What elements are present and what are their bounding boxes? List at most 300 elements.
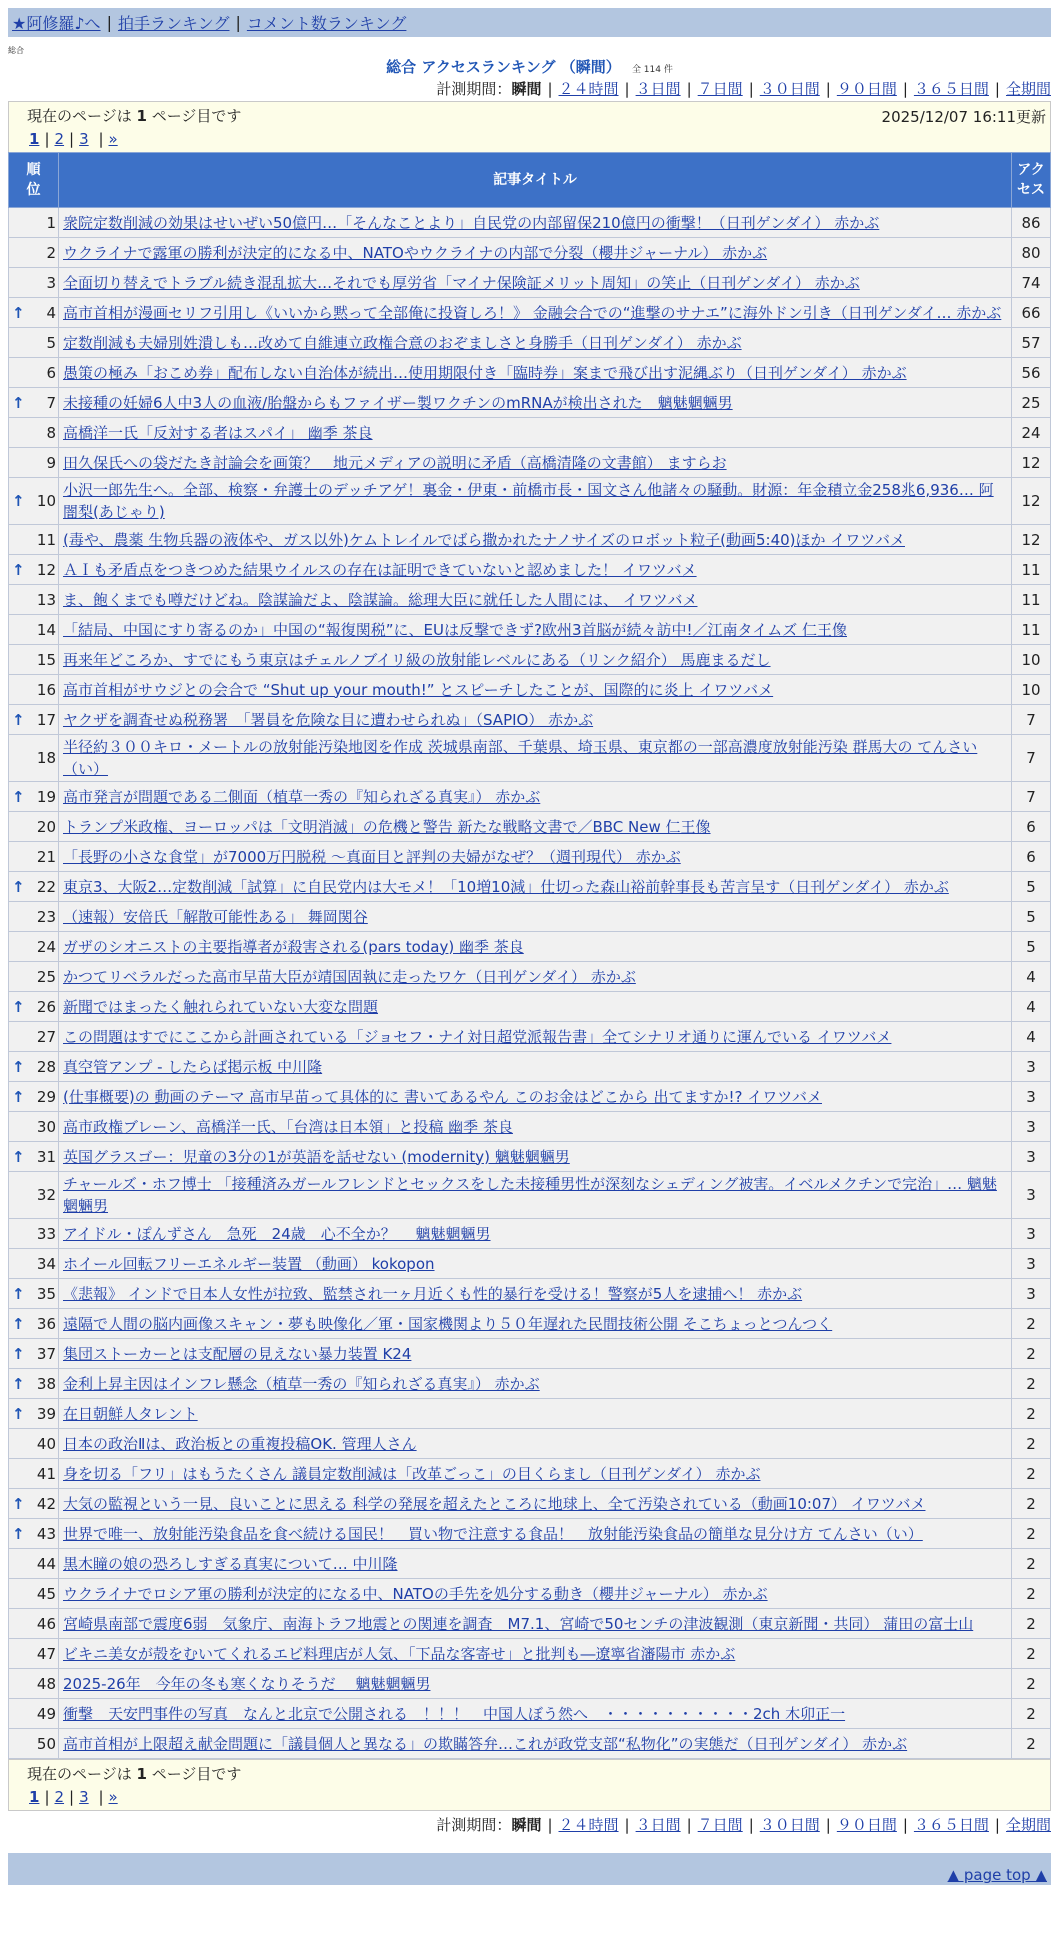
- rank-cell: [9, 1219, 59, 1249]
- comment-ranking-link[interactable]: コメント数ランキング: [246, 14, 407, 33]
- rank-number: 50: [36, 1734, 56, 1753]
- nav-separator: |: [235, 13, 241, 32]
- title-cell: [59, 1459, 1012, 1489]
- access-count: 7: [1012, 705, 1051, 735]
- rank-number: 27: [36, 1027, 56, 1046]
- title-cell: [59, 1219, 1012, 1249]
- rank-cell: [9, 1339, 59, 1369]
- title-cell: [59, 1489, 1012, 1519]
- rank-cell: [9, 1369, 59, 1399]
- title-cell: [59, 238, 1012, 268]
- article-link[interactable]: 日本の政治Ⅱは、政治板との重複投稿OK. 管理人さん: [63, 1434, 417, 1453]
- rank-number: 4: [46, 303, 56, 322]
- page-link-2[interactable]: 2: [54, 130, 65, 148]
- article-link[interactable]: 高市首相が上限超え献金問題に「議員個人と異なる」の欺瞞答弁…これが政党支部“私物化”の実態だ（日刊ゲンダイ） 赤かぶ: [63, 1734, 908, 1753]
- rank-number: 46: [36, 1614, 56, 1633]
- table-row: [9, 525, 1051, 555]
- article-link[interactable]: 半径約３００キロ・メートルの放射能汚染地図を作成 茨城県南部、千葉県、埼玉県、東京都の一部高濃度放射能汚染 群馬大の てんさい（い）: [63, 738, 978, 778]
- title-cell: [59, 1249, 1012, 1279]
- table-row: [9, 388, 1051, 418]
- title-cell: [59, 1369, 1012, 1399]
- rank-cell: [9, 358, 59, 388]
- title-cell: [59, 1309, 1012, 1339]
- rank-cell: [9, 1579, 59, 1609]
- up-arrow-icon: ↑: [12, 1344, 25, 1363]
- period-separator: |: [624, 1816, 630, 1834]
- access-count: 2: [1012, 1459, 1051, 1489]
- page-separator: |: [44, 130, 50, 148]
- table-row: [9, 358, 1051, 388]
- table-row: [9, 1249, 1051, 1279]
- table-row: [9, 782, 1051, 812]
- rank-number: 17: [36, 710, 56, 729]
- rank-cell: [9, 1489, 59, 1519]
- article-link[interactable]: 全面切り替えでトラブル続き混乱拡大…それでも厚労省「マイナ保険証メリット周知」の笑止（日刊ゲンダイ） 赤かぶ: [63, 273, 860, 292]
- table-row: [9, 1609, 1051, 1639]
- title-cell: [59, 812, 1012, 842]
- article-link[interactable]: 《悲報》 インドで日本人女性が拉致、監禁され一ヶ月近くも性的暴行を受ける！警察が5人を逮捕へ！ 赤かぶ: [63, 1284, 803, 1303]
- title-cell: [59, 735, 1012, 782]
- article-link[interactable]: 2025-26年 今年の冬も寒くなりそうだ 魑魅魍魎男: [63, 1674, 431, 1693]
- access-count: 11: [1012, 585, 1051, 615]
- up-arrow-icon: ↑: [12, 492, 25, 510]
- period-link[interactable]: ３０日間: [759, 80, 820, 98]
- title-cell: [59, 962, 1012, 992]
- table-row: [9, 1052, 1051, 1082]
- rank-number: 9: [46, 453, 56, 472]
- title-cell: [59, 358, 1012, 388]
- period-separator: |: [748, 1816, 754, 1834]
- title-cell: [59, 1339, 1012, 1369]
- period-separator: |: [686, 1816, 692, 1834]
- article-link[interactable]: 再来年どころか、すでにもう東京はチェルノブイリ級の放射能レベルにある（リンク紹介） 馬鹿まるだし: [63, 650, 771, 669]
- up-arrow-icon: ↑: [12, 1087, 25, 1106]
- period-separator: |: [686, 80, 692, 98]
- article-link[interactable]: ヤクザを調査せぬ税務署 「署員を危険な目に遭わせられぬ」（SAPIO） 赤かぶ: [63, 710, 594, 729]
- rank-number: 8: [46, 423, 56, 442]
- rank-number: 19: [36, 787, 56, 806]
- article-link[interactable]: 高市首相が漫画セリフ引用し《いいから黙って全部俺に投資しろ！》 金融会合での“進撃のサナエ”に海外ドン引き（日刊ゲンダイ… 赤かぶ: [63, 303, 1002, 322]
- title-cell: [59, 1022, 1012, 1052]
- rank-cell: [9, 735, 59, 782]
- access-count: 74: [1012, 268, 1051, 298]
- rank-number: 40: [36, 1434, 56, 1453]
- title-cell: [59, 1399, 1012, 1429]
- access-count: 2: [1012, 1309, 1051, 1339]
- access-count: 2: [1012, 1549, 1051, 1579]
- article-link[interactable]: 遠隔で人間の脳内画像スキャン・夢も映像化／軍・国家機関より５０年遅れた民間技術公開 そこちょっとつんつく: [63, 1314, 833, 1333]
- article-link[interactable]: この問題はすでにここから計画されている「ジョセフ・ナイ対日超党派報告書」全てシナリオ通りに運んでいる イワツバメ: [63, 1027, 892, 1046]
- page-link-3[interactable]: 3: [79, 1788, 89, 1806]
- access-count: 10: [1012, 645, 1051, 675]
- table-row: [9, 555, 1051, 585]
- title-cell: [59, 1669, 1012, 1699]
- up-arrow-icon: ↑: [12, 1404, 25, 1423]
- access-count: 66: [1012, 298, 1051, 328]
- rank-number: 44: [36, 1554, 56, 1573]
- title-cell: [59, 675, 1012, 705]
- rank-cell: [9, 842, 59, 872]
- article-link[interactable]: 田久保氏への袋だたき討論会を画策？ 地元メディアの説明に矛盾（高橋清隆の文書館） ますらお: [63, 453, 727, 472]
- rank-cell: [9, 1519, 59, 1549]
- table-row: [9, 1369, 1051, 1399]
- access-count: 25: [1012, 388, 1051, 418]
- rank-number: 20: [36, 817, 56, 836]
- page-link-1[interactable]: 1: [29, 130, 40, 148]
- rank-cell: [9, 585, 59, 615]
- page-link-2[interactable]: 2: [54, 1788, 65, 1806]
- rank-number: 10: [36, 492, 56, 510]
- article-link[interactable]: 「長野の小さな食堂」が7000万円脱税 ～真面目と評判の夫婦がなぜ？（週刊現代） 赤かぶ: [63, 847, 681, 866]
- clap-ranking-link[interactable]: 拍手ランキング: [117, 14, 230, 33]
- title-cell: [59, 1142, 1012, 1172]
- article-link[interactable]: 愚策の極み「おこめ券」配布しない自治体が続出…使用期限付き「臨時券」案まで飛び出す泥縄ぶり（日刊ゲンダイ） 赤かぶ: [63, 363, 907, 382]
- rank-cell: [9, 1142, 59, 1172]
- nav-separator: |: [106, 13, 112, 32]
- article-link[interactable]: 東京3、大阪2…定数削減「試算」に自民党内は大モメ！「10増10減」仕切った森山裕前幹事長も苦言呈す（日刊ゲンダイ） 赤かぶ: [63, 877, 949, 896]
- rank-cell: [9, 418, 59, 448]
- article-link[interactable]: (毒や、農薬 生物兵器の液体や、ガス以外)ケムトレイルでばら撒かれたナノサイズのロボット粒子(動画5:40)ほか イワツバメ: [63, 530, 905, 549]
- title-cell: [59, 615, 1012, 645]
- up-arrow-icon: ↑: [12, 560, 25, 579]
- rank-cell: [9, 298, 59, 328]
- article-link[interactable]: 衝撃 天安門事件の写真 なんと北京で公開される ！！！ 中国人ぼう然へ ・・・・・・・・・・2ch 木卯正一: [63, 1704, 846, 1723]
- period-link[interactable]: ３６５日間: [913, 1816, 989, 1834]
- rank-cell: [9, 1022, 59, 1052]
- period-link[interactable]: 全期間: [1005, 1816, 1051, 1834]
- period-label: 計測期間：: [436, 1816, 512, 1834]
- article-link[interactable]: 未接種の妊婦6人中3人の血液/胎盤からもファイザー製ワクチンのmRNAが検出された 魑魅魍魎男: [63, 393, 733, 412]
- article-link[interactable]: 黒木瞳の娘の恐ろしすぎる真実について… 中川隆: [63, 1554, 398, 1573]
- table-row: [9, 1669, 1051, 1699]
- rank-number: 3: [46, 273, 56, 292]
- rank-cell: [9, 1639, 59, 1669]
- updated-timestamp: 2025/12/07 16:11更新: [881, 108, 1046, 126]
- access-count: 6: [1012, 812, 1051, 842]
- page-separator: |: [98, 130, 104, 148]
- article-link[interactable]: 身を切る「フリ」はもうたくさん 議員定数削減は「改革ごっこ」の目くらまし（日刊ゲンダイ） 赤かぶ: [63, 1464, 761, 1483]
- page-separator: |: [98, 1788, 104, 1806]
- title-cell: [59, 418, 1012, 448]
- period-separator: |: [994, 1816, 1000, 1834]
- period-label: 計測期間：: [436, 80, 512, 98]
- table-row: [9, 585, 1051, 615]
- page-link-3[interactable]: 3: [79, 130, 89, 148]
- article-link[interactable]: ビキニ美女が殻をむいてくれるエビ料理店が人気、「下品な客寄せ」と批判も―遼寧省瀋陽市 赤かぶ: [63, 1644, 736, 1663]
- rank-number: 41: [36, 1464, 56, 1483]
- access-count: 4: [1012, 962, 1051, 992]
- table-row: [9, 902, 1051, 932]
- title-cell: [59, 1549, 1012, 1579]
- rank-cell: [9, 1309, 59, 1339]
- rank-cell: [9, 932, 59, 962]
- article-link[interactable]: 英国グラスゴー：児童の3分の1が英語を話せない (modernity) 魑魅魍魎男: [63, 1147, 570, 1166]
- rank-number: 18: [36, 749, 56, 767]
- rank-cell: [9, 328, 59, 358]
- rank-cell: [9, 448, 59, 478]
- rank-cell: [9, 675, 59, 705]
- pager-bottom: [8, 1759, 1051, 1811]
- rank-number: 38: [36, 1374, 56, 1393]
- rank-cell: [9, 238, 59, 268]
- rank-cell: [9, 268, 59, 298]
- article-link[interactable]: 大気の監視という一見、良いことに思える 科学の発展を超えたところに地球上、全て汚染されている（動画10:07） イワツバメ: [63, 1494, 926, 1513]
- period-selector-top: [0, 77, 1051, 101]
- rank-number: 26: [36, 997, 56, 1016]
- pager-current-number: 1: [136, 1765, 147, 1783]
- title-cell: [59, 1112, 1012, 1142]
- article-link[interactable]: 高橋洋一氏「反対する者はスパイ」 幽季 茶良: [63, 423, 373, 442]
- title-cell: [59, 1639, 1012, 1669]
- up-arrow-icon: ↑: [12, 787, 25, 806]
- article-link[interactable]: ホイール回転フリーエネルギー装置 （動画） kokopon: [63, 1254, 435, 1273]
- rank-cell: [9, 962, 59, 992]
- title-cell: [59, 208, 1012, 238]
- page-heading: [0, 57, 1059, 77]
- table-row: [9, 812, 1051, 842]
- title-cell: [59, 388, 1012, 418]
- article-link[interactable]: トランプ米政権、ヨーロッパは「文明消滅」の危機と警告 新たな戦略文書で／BBC New 仁王像: [63, 817, 711, 836]
- rank-number: 7: [46, 393, 56, 412]
- pager-top: [8, 101, 1051, 152]
- article-link[interactable]: 高市首相がサウジとの会合で “Shut up your mouth!” とスピーチしたことが、国際的に炎上 イワツバメ: [63, 680, 774, 699]
- access-count: 3: [1012, 1052, 1051, 1082]
- rank-number: 1: [46, 213, 56, 232]
- title-cell: [59, 1279, 1012, 1309]
- table-row: [9, 842, 1051, 872]
- rank-number: 36: [36, 1314, 56, 1333]
- page-link-1[interactable]: 1: [29, 1788, 40, 1806]
- article-link[interactable]: 「結局、中国にすり寄るのか」中国の“報復関税”に、EUは反撃できず?欧州3首脳が続々訪中!／江南タイムズ 仁王像: [63, 620, 847, 639]
- rank-cell: [9, 1172, 59, 1219]
- article-link[interactable]: 世界で唯一、放射能汚染食品を食べ続ける国民！ 買い物で注意する食品！ 放射能汚染食品の簡単な見分け方 てんさい（い）: [63, 1524, 923, 1543]
- pager-prefix: 現在のページは: [27, 1765, 132, 1783]
- access-count: 2: [1012, 1579, 1051, 1609]
- access-count: 24: [1012, 418, 1051, 448]
- access-count: 2: [1012, 1699, 1051, 1729]
- total-count: 全 114 件: [631, 65, 673, 75]
- access-count: 80: [1012, 238, 1051, 268]
- up-arrow-icon: ↑: [12, 1147, 25, 1166]
- table-row: [9, 328, 1051, 358]
- period-current: 瞬間: [511, 80, 542, 98]
- ranking-table: [8, 152, 1051, 1759]
- page-top-link[interactable]: ▲ page top ▲: [947, 1866, 1047, 1884]
- article-link[interactable]: 宮崎県南部で震度6弱 気象庁、南海トラフ地震との関連を調査 M7.1、宮崎で50センチの津波観測（東京新聞・共同） 蒲田の富士山: [63, 1614, 974, 1633]
- article-link[interactable]: 小沢一郎先生へ。全部、検察・弁護士のデッチアゲ！裏金・伊東・前橋市長・国文さん他諸々の騒動。財源：年金積立金258兆6,936… 阿闇梨(あじゃり): [63, 481, 994, 521]
- rank-cell: [9, 1549, 59, 1579]
- rank-cell: [9, 1699, 59, 1729]
- period-separator: |: [902, 1816, 908, 1834]
- period-selector-bottom: [0, 1813, 1051, 1837]
- title-cell: [59, 1579, 1012, 1609]
- period-link[interactable]: ２４時間: [558, 1816, 619, 1834]
- access-count: 57: [1012, 328, 1051, 358]
- title-cell: [59, 1172, 1012, 1219]
- rank-number: 25: [36, 967, 56, 986]
- rank-number: 21: [36, 847, 56, 866]
- title-cell: [59, 448, 1012, 478]
- access-count: 2: [1012, 1639, 1051, 1669]
- access-count: 3: [1012, 1219, 1051, 1249]
- period-link[interactable]: ７日間: [697, 1816, 743, 1834]
- rank-number: 22: [36, 877, 56, 896]
- table-row: [9, 1082, 1051, 1112]
- access-count: 2: [1012, 1669, 1051, 1699]
- page-separator: |: [69, 1788, 75, 1806]
- rank-number: 42: [36, 1494, 56, 1513]
- rank-number: 16: [36, 680, 56, 699]
- period-separator: |: [748, 80, 754, 98]
- title-cell: [59, 585, 1012, 615]
- rank-number: 11: [36, 530, 56, 549]
- article-link[interactable]: 集団ストーカーとは支配層の見えない暴力装置 K24: [63, 1344, 412, 1363]
- table-row: [9, 932, 1051, 962]
- article-link[interactable]: ガザのシオニストの主要指導者が殺害される(pars today) 幽季 茶良: [63, 937, 524, 956]
- table-row: [9, 1399, 1051, 1429]
- title-cell: [59, 298, 1012, 328]
- access-count: 3: [1012, 1279, 1051, 1309]
- title-cell: [59, 1429, 1012, 1459]
- access-count: 2: [1012, 1369, 1051, 1399]
- pager-suffix: ページ目です: [151, 107, 242, 125]
- period-separator: |: [994, 80, 1000, 98]
- rank-cell: [9, 705, 59, 735]
- table-row: [9, 1549, 1051, 1579]
- page-separator: |: [69, 130, 75, 148]
- up-arrow-icon: ↑: [12, 1057, 25, 1076]
- access-count: 3: [1012, 1082, 1051, 1112]
- article-link[interactable]: 衆院定数削減の効果はせいぜい50億円…「そんなことより」自民党の内部留保210億円の衝撃！（日刊ゲンダイ） 赤かぶ: [63, 213, 880, 232]
- table-row: [9, 208, 1051, 238]
- period-link[interactable]: ９０日間: [836, 80, 897, 98]
- page-separator: |: [44, 1788, 50, 1806]
- article-link[interactable]: 定数削減も夫婦別姓潰しも…改めて自維連立政権合意のおぞましさと身勝手（日刊ゲンダイ） 赤かぶ: [63, 333, 742, 352]
- article-link[interactable]: ま、飽くまでも噂だけどね。陰謀論だよ、陰謀論。総理大臣に就任した人間には、 イワツバメ: [63, 590, 698, 609]
- rank-number: 24: [36, 937, 56, 956]
- up-arrow-icon: ↑: [12, 303, 25, 322]
- table-row: [9, 1172, 1051, 1219]
- rank-cell: [9, 1249, 59, 1279]
- access-count: 5: [1012, 872, 1051, 902]
- rank-cell: [9, 1082, 59, 1112]
- home-link[interactable]: ★阿修羅♪へ: [12, 14, 101, 33]
- next-page-link[interactable]: »: [108, 1788, 118, 1806]
- article-link[interactable]: ウクライナで露軍の勝利が決定的になる中、NATOやウクライナの内部で分裂（櫻井ジャーナル） 赤かぶ: [63, 243, 768, 262]
- article-link[interactable]: ウクライナでロシア軍の勝利が決定的になる中、NATOの手先を処分する動き（櫻井ジャーナル） 赤かぶ: [63, 1584, 768, 1603]
- period-link[interactable]: ７日間: [697, 80, 743, 98]
- table-row: [9, 268, 1051, 298]
- article-link[interactable]: 新聞ではまったく触れられていない大変な問題: [63, 997, 379, 1016]
- period-link[interactable]: ３６５日間: [913, 80, 989, 98]
- rank-number: 31: [36, 1147, 56, 1166]
- article-link[interactable]: (仕事概要)の 動画のテーマ 高市早苗って具体的に 書いてあるやん このお金はどこから 出てますか!? イワツバメ: [63, 1087, 822, 1106]
- next-page-link[interactable]: »: [108, 130, 118, 148]
- access-count: 2: [1012, 1399, 1051, 1429]
- article-link[interactable]: ＡＩも矛盾点をつきつめた結果ウイルスの存在は証明できていないと認めました！ イワツバメ: [63, 560, 697, 579]
- period-separator: |: [624, 80, 630, 98]
- rank-number: 39: [36, 1404, 56, 1423]
- title-cell: [59, 1052, 1012, 1082]
- access-count: 2: [1012, 1339, 1051, 1369]
- period-link[interactable]: ３０日間: [759, 1816, 820, 1834]
- article-link[interactable]: 高市発言が問題である二側面（植草一秀の『知られざる真実』） 赤かぶ: [63, 787, 541, 806]
- period-link[interactable]: ９０日間: [836, 1816, 897, 1834]
- access-count: 86: [1012, 208, 1051, 238]
- up-arrow-icon: ↑: [12, 1314, 25, 1333]
- rank-number: 29: [36, 1087, 56, 1106]
- table-row: [9, 872, 1051, 902]
- rank-header: 順 位: [9, 153, 59, 208]
- rank-cell: [9, 1399, 59, 1429]
- title-cell: [59, 478, 1012, 525]
- rank-cell: [9, 1669, 59, 1699]
- article-link[interactable]: （速報）安倍氏「解散可能性ある」 舞岡関谷: [63, 907, 368, 926]
- article-link[interactable]: アイドル・ぽんずさん 急死 24歳 心不全か？ 魑魅魍魎男: [63, 1224, 491, 1243]
- rank-cell: [9, 902, 59, 932]
- rank-cell: [9, 478, 59, 525]
- page-links: [27, 1786, 1050, 1808]
- title-cell: [59, 268, 1012, 298]
- up-arrow-icon: ↑: [12, 997, 25, 1016]
- access-count: 2: [1012, 1429, 1051, 1459]
- article-link[interactable]: チャールズ・ホフ博士 「接種済みガールフレンドとセックスをした未接種男性が深刻なシェディング被害。イベルメクチンで完治」… 魑魅魍魎男: [63, 1175, 997, 1215]
- rank-number: 28: [36, 1057, 56, 1076]
- bottom-bar: [8, 1853, 1051, 1885]
- title-cell: [59, 1699, 1012, 1729]
- article-link[interactable]: 在日朝鮮人タレント: [63, 1404, 198, 1423]
- period-link[interactable]: ３日間: [635, 80, 681, 98]
- access-count: 11: [1012, 615, 1051, 645]
- rank-cell: [9, 555, 59, 585]
- table-row: [9, 615, 1051, 645]
- title-cell: [59, 1729, 1012, 1759]
- period-separator: |: [547, 80, 553, 98]
- period-link[interactable]: 全期間: [1005, 80, 1051, 98]
- access-count: 5: [1012, 932, 1051, 962]
- pager-suffix: ページ目です: [151, 1765, 242, 1783]
- period-link[interactable]: ３日間: [635, 1816, 681, 1834]
- access-count: 12: [1012, 448, 1051, 478]
- top-nav-bar: [8, 8, 1051, 37]
- article-link[interactable]: 真空管アンプ - したらば掲示板 中川隆: [63, 1057, 323, 1076]
- rank-number: 6: [46, 363, 56, 382]
- access-count: 4: [1012, 992, 1051, 1022]
- section-tag: 総合: [8, 46, 24, 55]
- title-cell: [59, 555, 1012, 585]
- article-link[interactable]: 高市政権ブレーン、高橋洋一氏、「台湾は日本領」と投稿 幽季 茶良: [63, 1117, 513, 1136]
- rank-number: 35: [36, 1284, 56, 1303]
- article-link[interactable]: 金利上昇主因はインフレ懸念（植草一秀の『知られざる真実』） 赤かぶ: [63, 1374, 540, 1393]
- table-row: [9, 1112, 1051, 1142]
- page-title: 総合 アクセスランキング （瞬間）: [386, 58, 621, 76]
- access-count: 7: [1012, 735, 1051, 782]
- period-separator: |: [547, 1816, 553, 1834]
- table-row: [9, 1579, 1051, 1609]
- rank-number: 47: [36, 1644, 56, 1663]
- table-row: [9, 1699, 1051, 1729]
- pager-prefix: 現在のページは: [27, 107, 132, 125]
- up-arrow-icon: ↑: [12, 393, 25, 412]
- period-link[interactable]: ２４時間: [558, 80, 619, 98]
- period-separator: |: [825, 80, 831, 98]
- title-cell: [59, 782, 1012, 812]
- access-count: 3: [1012, 1249, 1051, 1279]
- rank-cell: [9, 388, 59, 418]
- table-row: [9, 705, 1051, 735]
- article-link[interactable]: かつてリベラルだった高市早苗大臣が靖国固執に走ったワケ（日刊ゲンダイ） 赤かぶ: [63, 967, 636, 986]
- period-current: 瞬間: [511, 1816, 542, 1834]
